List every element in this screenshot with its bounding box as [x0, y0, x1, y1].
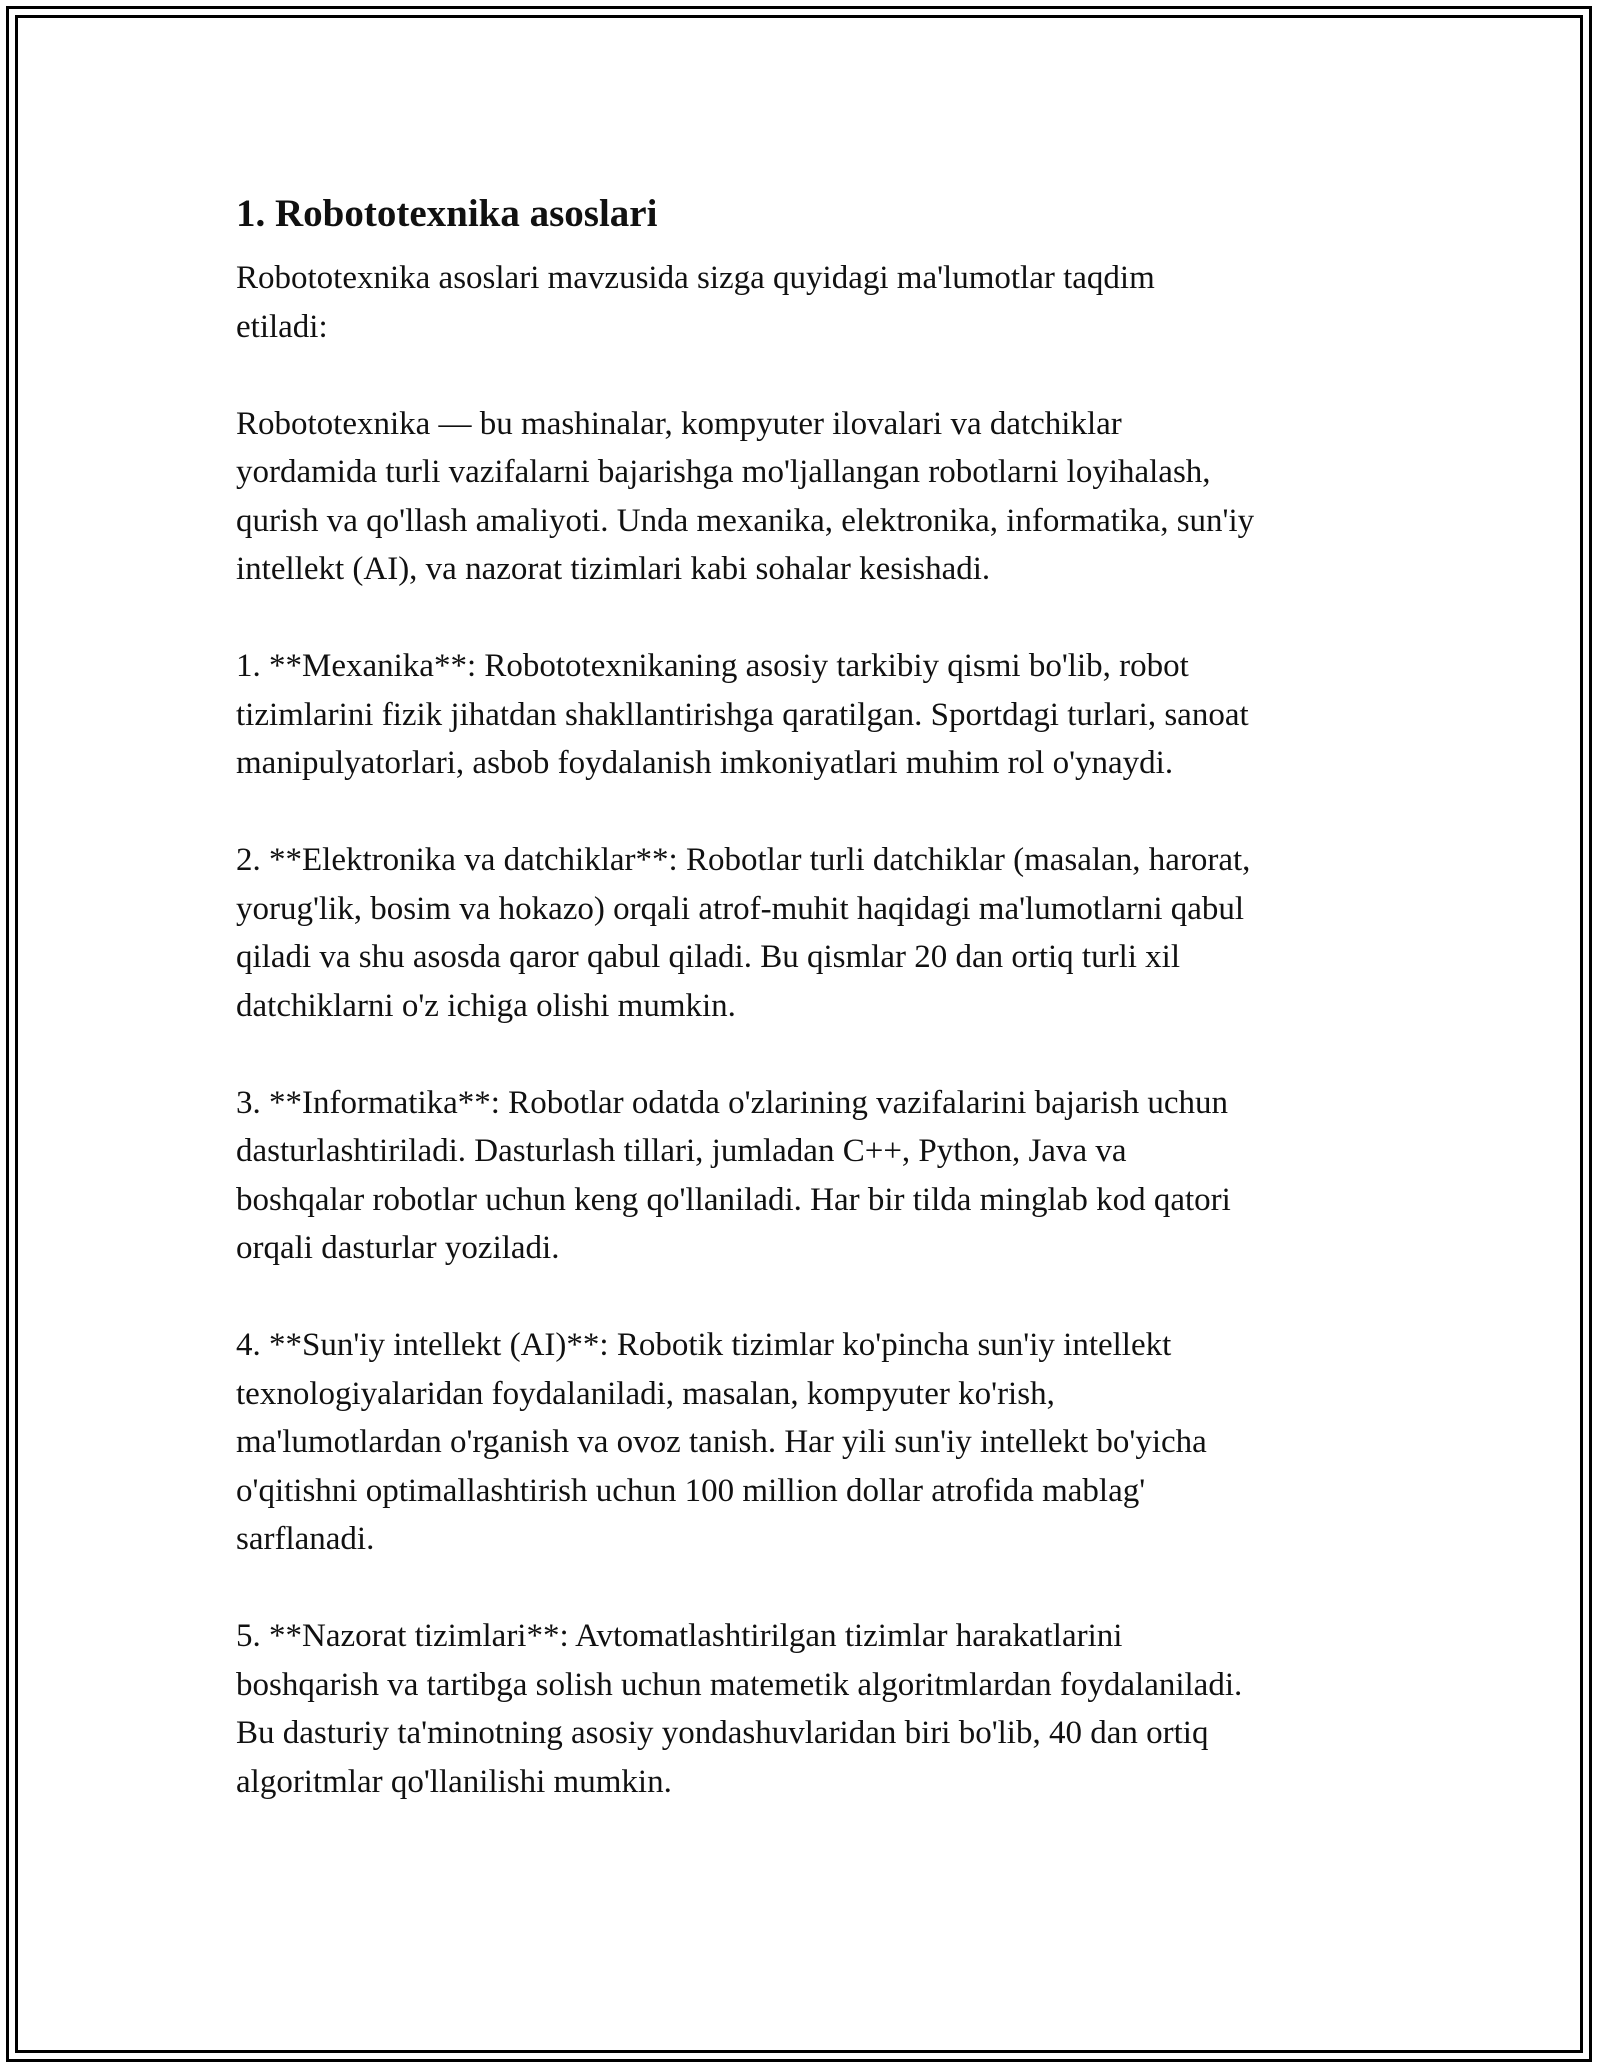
document-body: [236, 186, 1386, 1855]
list-item-nazorat-tizimlari: 5. **Nazorat tizimlari**: Avtomatlashtirilgan tizimlar harakatlarini boshqarish va tartibga solish uchun matemetik algoritmlardan foydalaniladi. Bu dasturiy ta'minotning asosiy yondashuvlaridan biri bo'lib, 40 dan ortiq algoritmlar qo'llanilishi mumkin.: [236, 1618, 1243, 1800]
list-item-elektronika: 2. **Elektronika va datchiklar**: Robotlar turli datchiklar (masalan, harorat, yorug'lik, bosim va hokazo) orqali atrof-muhit haqidagi ma'lumotlarni qabul qiladi va shu asosda qaror qabul qiladi. Bu qismlar 20 dan ortiq turli xil datchiklarni o'z ichiga olishi mumkin.: [236, 842, 1251, 1024]
list-item-mexanika: 1. **Mexanika**: Robototexnikaning asosiy tarkibiy qismi bo'lib, robot tizimlarini fizik jihatdan shakllantirishga qaratilgan. Sportdagi turlari, sanoat manipulyatorlari, asbob foydalanish imkoniyatlari muhim rol o'ynaydi.: [236, 648, 1249, 781]
intro-paragraph: Robototexnika asoslari mavzusida sizga quyidagi ma'lumotlar taqdim etiladi:: [236, 260, 1155, 345]
section-heading: 1. Robototexnika asoslari: [236, 192, 658, 235]
list-item-suniy-intellekt: 4. **Sun'iy intellekt (AI)**: Robotik tizimlar ko'pincha sun'iy intellekt texnologiyalaridan foydalaniladi, masalan, kompyuter ko'rish, ma'lumotlardan o'rganish va ovoz tanish. Har yili sun'iy intellekt bo'yicha o'qitishni optimallashtirish uchun 100 million dollar atrofida mablag' sarflanadi.: [236, 1327, 1207, 1557]
definition-paragraph: Robototexnika — bu mashinalar, kompyuter ilovalari va datchiklar yordamida turli vazifalarni bajarishga mo'ljallangan robotlarni loyihalash, qurish va qo'llash amaliyoti. Unda mexanika, elektronika, informatika, sun'iy intellekt (AI), va nazorat tizimlari kabi sohalar kesishadi.: [236, 405, 1255, 587]
list-item-informatika: 3. **Informatika**: Robotlar odatda o'zlarining vazifalarini bajarish uchun dasturlashtiriladi. Dasturlash tillari, jumladan C++, Python, Java va boshqalar robotlar uchun keng qo'llaniladi. Har bir tilda minglab kod qatori orqali dasturlar yoziladi.: [236, 1084, 1231, 1266]
